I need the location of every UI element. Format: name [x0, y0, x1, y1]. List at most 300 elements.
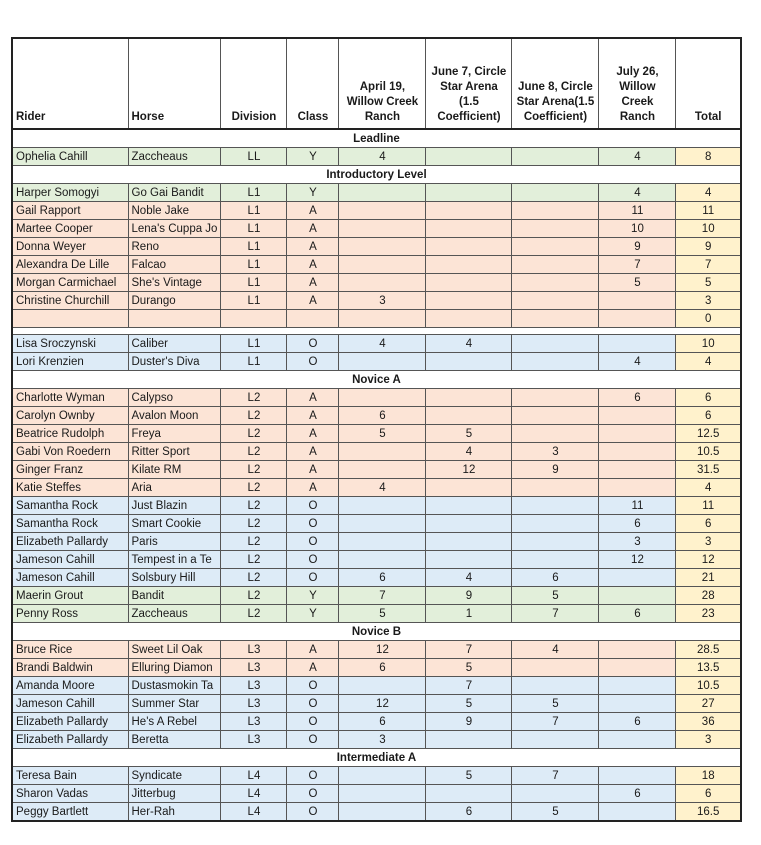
- cell-april-19: [339, 256, 426, 274]
- cell-division: L2: [221, 461, 287, 479]
- cell-rider: Amanda Moore: [12, 677, 128, 695]
- cell-total: 5: [676, 274, 741, 292]
- table-row: [12, 587, 741, 605]
- cell-total: 10: [676, 335, 741, 353]
- table-row: [12, 148, 741, 166]
- cell-june-7: 6: [426, 803, 512, 822]
- cell-horse: [128, 310, 221, 328]
- header-july-26: July 26, Willow Creek Ranch: [599, 38, 676, 129]
- cell-june-8: [512, 353, 599, 371]
- cell-rider: Teresa Bain: [12, 767, 128, 785]
- cell-july-26: 6: [599, 605, 676, 623]
- cell-june-7: [426, 184, 512, 202]
- cell-june-7: [426, 533, 512, 551]
- cell-division: L2: [221, 425, 287, 443]
- cell-april-19: [339, 515, 426, 533]
- cell-horse: Lena's Cuppa Jo: [128, 220, 221, 238]
- cell-july-26: [599, 292, 676, 310]
- cell-june-8: [512, 677, 599, 695]
- cell-rider: Charlotte Wyman: [12, 389, 128, 407]
- cell-june-8: [512, 202, 599, 220]
- cell-division: L3: [221, 695, 287, 713]
- cell-july-26: 12: [599, 551, 676, 569]
- cell-rider: Sharon Vadas: [12, 785, 128, 803]
- cell-total: 28.5: [676, 641, 741, 659]
- cell-total: 4: [676, 184, 741, 202]
- cell-june-7: 7: [426, 677, 512, 695]
- cell-july-26: [599, 407, 676, 425]
- cell-horse: Zaccheaus: [128, 148, 221, 166]
- cell-july-26: [599, 695, 676, 713]
- cell-june-7: [426, 292, 512, 310]
- cell-total: 10: [676, 220, 741, 238]
- cell-total: 21: [676, 569, 741, 587]
- cell-rider: Gabi Von Roedern: [12, 443, 128, 461]
- cell-june-8: [512, 731, 599, 749]
- cell-april-19: [339, 551, 426, 569]
- cell-july-26: 7: [599, 256, 676, 274]
- cell-july-26: 9: [599, 238, 676, 256]
- cell-division: L2: [221, 515, 287, 533]
- cell-june-7: [426, 785, 512, 803]
- cell-total: 11: [676, 497, 741, 515]
- cell-june-7: 4: [426, 335, 512, 353]
- cell-total: 10.5: [676, 443, 741, 461]
- cell-total: 23: [676, 605, 741, 623]
- table-row: [12, 605, 741, 623]
- table-row: [12, 310, 741, 328]
- header-class: Class: [287, 38, 339, 129]
- cell-class: A: [287, 256, 339, 274]
- table-row: [12, 551, 741, 569]
- cell-july-26: [599, 731, 676, 749]
- header-rider: Rider: [12, 38, 128, 129]
- cell-horse: Duster's Diva: [128, 353, 221, 371]
- cell-june-7: [426, 407, 512, 425]
- cell-june-8: [512, 238, 599, 256]
- cell-class: O: [287, 677, 339, 695]
- cell-class: A: [287, 274, 339, 292]
- cell-rider: Martee Cooper: [12, 220, 128, 238]
- cell-june-8: [512, 256, 599, 274]
- cell-july-26: 10: [599, 220, 676, 238]
- cell-horse: Beretta: [128, 731, 221, 749]
- cell-division: L3: [221, 677, 287, 695]
- table-row: [12, 695, 741, 713]
- cell-horse: Dustasmokin Ta: [128, 677, 221, 695]
- cell-june-8: [512, 497, 599, 515]
- cell-horse: Sweet Lil Oak: [128, 641, 221, 659]
- table-row: [12, 220, 741, 238]
- cell-division: [221, 310, 287, 328]
- cell-july-26: 4: [599, 184, 676, 202]
- table-row: [12, 184, 741, 202]
- cell-july-26: [599, 659, 676, 677]
- cell-june-7: [426, 220, 512, 238]
- table-row: [12, 274, 741, 292]
- cell-rider: Carolyn Ownby: [12, 407, 128, 425]
- cell-april-19: 3: [339, 731, 426, 749]
- cell-division: LL: [221, 148, 287, 166]
- cell-total: 6: [676, 515, 741, 533]
- cell-division: L4: [221, 803, 287, 822]
- cell-division: L1: [221, 292, 287, 310]
- cell-class: O: [287, 695, 339, 713]
- cell-april-19: [339, 803, 426, 822]
- cell-horse: Reno: [128, 238, 221, 256]
- cell-june-7: [426, 389, 512, 407]
- cell-total: 3: [676, 533, 741, 551]
- cell-july-26: [599, 587, 676, 605]
- cell-rider: Ginger Franz: [12, 461, 128, 479]
- cell-horse: Zaccheaus: [128, 605, 221, 623]
- cell-july-26: 11: [599, 202, 676, 220]
- cell-division: L1: [221, 202, 287, 220]
- cell-april-19: 3: [339, 292, 426, 310]
- cell-june-7: 7: [426, 641, 512, 659]
- cell-class: O: [287, 533, 339, 551]
- cell-rider: Morgan Carmichael: [12, 274, 128, 292]
- cell-division: L4: [221, 785, 287, 803]
- table-row: [12, 443, 741, 461]
- cell-division: L2: [221, 497, 287, 515]
- cell-april-19: [339, 353, 426, 371]
- section-row: [12, 623, 741, 641]
- cell-june-8: [512, 479, 599, 497]
- section-row: [12, 166, 741, 184]
- cell-horse: Caliber: [128, 335, 221, 353]
- cell-june-8: 7: [512, 767, 599, 785]
- cell-rider: Christine Churchill: [12, 292, 128, 310]
- table-row: [12, 407, 741, 425]
- cell-july-26: 4: [599, 148, 676, 166]
- cell-total: 27: [676, 695, 741, 713]
- table-row: [12, 677, 741, 695]
- table-row: [12, 335, 741, 353]
- cell-division: L1: [221, 274, 287, 292]
- cell-july-26: [599, 641, 676, 659]
- cell-horse: Noble Jake: [128, 202, 221, 220]
- cell-july-26: 6: [599, 785, 676, 803]
- cell-june-7: [426, 515, 512, 533]
- cell-total: 18: [676, 767, 741, 785]
- cell-division: L1: [221, 335, 287, 353]
- cell-rider: Elizabeth Pallardy: [12, 731, 128, 749]
- cell-june-7: [426, 202, 512, 220]
- cell-june-8: [512, 310, 599, 328]
- cell-april-19: 4: [339, 148, 426, 166]
- cell-july-26: 6: [599, 713, 676, 731]
- cell-horse: She's Vintage: [128, 274, 221, 292]
- cell-horse: Tempest in a Te: [128, 551, 221, 569]
- cell-june-8: [512, 274, 599, 292]
- cell-class: A: [287, 202, 339, 220]
- cell-rider: Jameson Cahill: [12, 695, 128, 713]
- cell-division: L2: [221, 389, 287, 407]
- cell-total: 13.5: [676, 659, 741, 677]
- cell-total: 4: [676, 353, 741, 371]
- cell-class: O: [287, 731, 339, 749]
- cell-class: A: [287, 461, 339, 479]
- section-row: [12, 371, 741, 389]
- cell-division: L1: [221, 256, 287, 274]
- cell-rider: Gail Rapport: [12, 202, 128, 220]
- cell-june-7: [426, 274, 512, 292]
- header-row: [12, 38, 741, 129]
- cell-horse: Paris: [128, 533, 221, 551]
- cell-april-19: [339, 497, 426, 515]
- cell-class: A: [287, 425, 339, 443]
- cell-june-8: [512, 220, 599, 238]
- cell-class: A: [287, 407, 339, 425]
- cell-class: A: [287, 389, 339, 407]
- table-row: [12, 713, 741, 731]
- cell-total: 10.5: [676, 677, 741, 695]
- standings-table: [11, 37, 742, 822]
- cell-june-8: [512, 533, 599, 551]
- cell-total: 6: [676, 785, 741, 803]
- cell-april-19: [339, 220, 426, 238]
- cell-june-8: [512, 785, 599, 803]
- cell-class: Y: [287, 148, 339, 166]
- cell-horse: Falcao: [128, 256, 221, 274]
- cell-june-7: [426, 310, 512, 328]
- table-row: [12, 803, 741, 822]
- header-june-7: June 7, Circle Star Arena (1.5 Coefficient): [426, 38, 512, 129]
- cell-class: A: [287, 443, 339, 461]
- section-row: [12, 129, 741, 148]
- cell-rider: Elizabeth Pallardy: [12, 713, 128, 731]
- cell-horse: Freya: [128, 425, 221, 443]
- cell-april-19: 12: [339, 641, 426, 659]
- cell-july-26: 11: [599, 497, 676, 515]
- cell-division: L3: [221, 713, 287, 731]
- cell-rider: [12, 310, 128, 328]
- cell-april-19: [339, 238, 426, 256]
- cell-june-7: 5: [426, 659, 512, 677]
- table-row: [12, 569, 741, 587]
- cell-total: 28: [676, 587, 741, 605]
- cell-division: L2: [221, 605, 287, 623]
- cell-division: L3: [221, 731, 287, 749]
- table-row: [12, 659, 741, 677]
- cell-june-7: [426, 731, 512, 749]
- table-row: [12, 479, 741, 497]
- cell-june-8: 4: [512, 641, 599, 659]
- cell-division: L2: [221, 407, 287, 425]
- cell-june-7: [426, 479, 512, 497]
- cell-july-26: [599, 803, 676, 822]
- cell-july-26: 6: [599, 389, 676, 407]
- cell-april-19: 6: [339, 407, 426, 425]
- cell-june-7: [426, 148, 512, 166]
- cell-july-26: [599, 767, 676, 785]
- cell-rider: Alexandra De Lille: [12, 256, 128, 274]
- cell-july-26: [599, 425, 676, 443]
- cell-july-26: [599, 479, 676, 497]
- cell-class: A: [287, 641, 339, 659]
- cell-horse: Elluring Diamon: [128, 659, 221, 677]
- cell-rider: Elizabeth Pallardy: [12, 533, 128, 551]
- cell-april-19: 4: [339, 479, 426, 497]
- cell-class: Y: [287, 587, 339, 605]
- cell-july-26: 5: [599, 274, 676, 292]
- cell-july-26: 4: [599, 353, 676, 371]
- cell-total: 6: [676, 407, 741, 425]
- cell-june-8: 5: [512, 695, 599, 713]
- section-label: Intermediate A: [12, 749, 741, 767]
- table-row: [12, 461, 741, 479]
- cell-horse: Kilate RM: [128, 461, 221, 479]
- cell-june-8: [512, 551, 599, 569]
- table-row: [12, 785, 741, 803]
- cell-rider: Samantha Rock: [12, 515, 128, 533]
- cell-horse: Jitterbug: [128, 785, 221, 803]
- cell-april-19: 6: [339, 659, 426, 677]
- cell-rider: Donna Weyer: [12, 238, 128, 256]
- cell-june-7: [426, 238, 512, 256]
- cell-april-19: [339, 677, 426, 695]
- header-horse: Horse: [128, 38, 221, 129]
- table-row: [12, 641, 741, 659]
- cell-june-7: 9: [426, 587, 512, 605]
- cell-april-19: [339, 767, 426, 785]
- cell-horse: Summer Star: [128, 695, 221, 713]
- cell-july-26: [599, 677, 676, 695]
- header-june-8: June 8, Circle Star Arena(1.5 Coefficient): [512, 38, 599, 129]
- cell-april-19: [339, 184, 426, 202]
- cell-class: O: [287, 713, 339, 731]
- cell-july-26: [599, 443, 676, 461]
- cell-total: 3: [676, 292, 741, 310]
- table-row: [12, 353, 741, 371]
- cell-division: L1: [221, 220, 287, 238]
- cell-class: A: [287, 479, 339, 497]
- cell-division: L2: [221, 569, 287, 587]
- cell-june-7: 4: [426, 569, 512, 587]
- cell-june-8: [512, 425, 599, 443]
- cell-rider: Peggy Bartlett: [12, 803, 128, 822]
- cell-rider: Jameson Cahill: [12, 551, 128, 569]
- cell-june-7: 9: [426, 713, 512, 731]
- cell-june-8: 7: [512, 713, 599, 731]
- cell-class: A: [287, 659, 339, 677]
- cell-april-19: [339, 274, 426, 292]
- table-body: [12, 129, 741, 821]
- cell-july-26: [599, 335, 676, 353]
- cell-division: L1: [221, 353, 287, 371]
- cell-june-8: 5: [512, 587, 599, 605]
- section-label: Introductory Level: [12, 166, 741, 184]
- cell-division: L2: [221, 443, 287, 461]
- spacer-row: [12, 328, 741, 335]
- table-row: [12, 767, 741, 785]
- cell-june-7: [426, 497, 512, 515]
- cell-class: O: [287, 767, 339, 785]
- cell-horse: Aria: [128, 479, 221, 497]
- cell-rider: Jameson Cahill: [12, 569, 128, 587]
- cell-class: O: [287, 569, 339, 587]
- cell-june-8: [512, 407, 599, 425]
- cell-class: O: [287, 335, 339, 353]
- table-row: [12, 533, 741, 551]
- cell-class: Y: [287, 605, 339, 623]
- cell-june-8: 3: [512, 443, 599, 461]
- cell-division: L2: [221, 479, 287, 497]
- section-label: Novice B: [12, 623, 741, 641]
- cell-april-19: [339, 389, 426, 407]
- cell-class: Y: [287, 184, 339, 202]
- cell-april-19: [339, 310, 426, 328]
- table-row: [12, 238, 741, 256]
- table-row: [12, 731, 741, 749]
- cell-total: 9: [676, 238, 741, 256]
- cell-horse: Calypso: [128, 389, 221, 407]
- cell-june-8: 7: [512, 605, 599, 623]
- cell-horse: Just Blazin: [128, 497, 221, 515]
- cell-total: 4: [676, 479, 741, 497]
- cell-horse: Ritter Sport: [128, 443, 221, 461]
- cell-april-19: 5: [339, 605, 426, 623]
- cell-rider: Ophelia Cahill: [12, 148, 128, 166]
- table-row: [12, 292, 741, 310]
- cell-rider: Penny Ross: [12, 605, 128, 623]
- cell-rider: Katie Steffes: [12, 479, 128, 497]
- cell-rider: Bruce Rice: [12, 641, 128, 659]
- cell-july-26: 6: [599, 515, 676, 533]
- cell-total: 8: [676, 148, 741, 166]
- cell-class: O: [287, 785, 339, 803]
- cell-class: O: [287, 353, 339, 371]
- table-row: [12, 256, 741, 274]
- cell-horse: Smart Cookie: [128, 515, 221, 533]
- cell-class: O: [287, 497, 339, 515]
- cell-division: L1: [221, 238, 287, 256]
- spacer-cell: [12, 328, 741, 335]
- cell-division: L1: [221, 184, 287, 202]
- cell-total: 7: [676, 256, 741, 274]
- cell-june-7: 12: [426, 461, 512, 479]
- cell-june-7: 1: [426, 605, 512, 623]
- cell-horse: Avalon Moon: [128, 407, 221, 425]
- cell-rider: Lori Krenzien: [12, 353, 128, 371]
- cell-july-26: [599, 569, 676, 587]
- cell-june-7: 5: [426, 425, 512, 443]
- cell-june-8: [512, 389, 599, 407]
- cell-total: 36: [676, 713, 741, 731]
- cell-june-8: 5: [512, 803, 599, 822]
- cell-class: O: [287, 803, 339, 822]
- table-row: [12, 389, 741, 407]
- cell-june-8: 6: [512, 569, 599, 587]
- cell-april-19: [339, 533, 426, 551]
- cell-april-19: 6: [339, 569, 426, 587]
- section-label: Novice A: [12, 371, 741, 389]
- cell-class: O: [287, 515, 339, 533]
- section-row: [12, 749, 741, 767]
- cell-july-26: [599, 461, 676, 479]
- header-division: Division: [221, 38, 287, 129]
- cell-total: 16.5: [676, 803, 741, 822]
- cell-april-19: [339, 202, 426, 220]
- cell-horse: Durango: [128, 292, 221, 310]
- cell-june-8: [512, 335, 599, 353]
- cell-june-7: 5: [426, 767, 512, 785]
- cell-total: 6: [676, 389, 741, 407]
- cell-class: A: [287, 292, 339, 310]
- cell-rider: Brandi Baldwin: [12, 659, 128, 677]
- cell-division: L2: [221, 551, 287, 569]
